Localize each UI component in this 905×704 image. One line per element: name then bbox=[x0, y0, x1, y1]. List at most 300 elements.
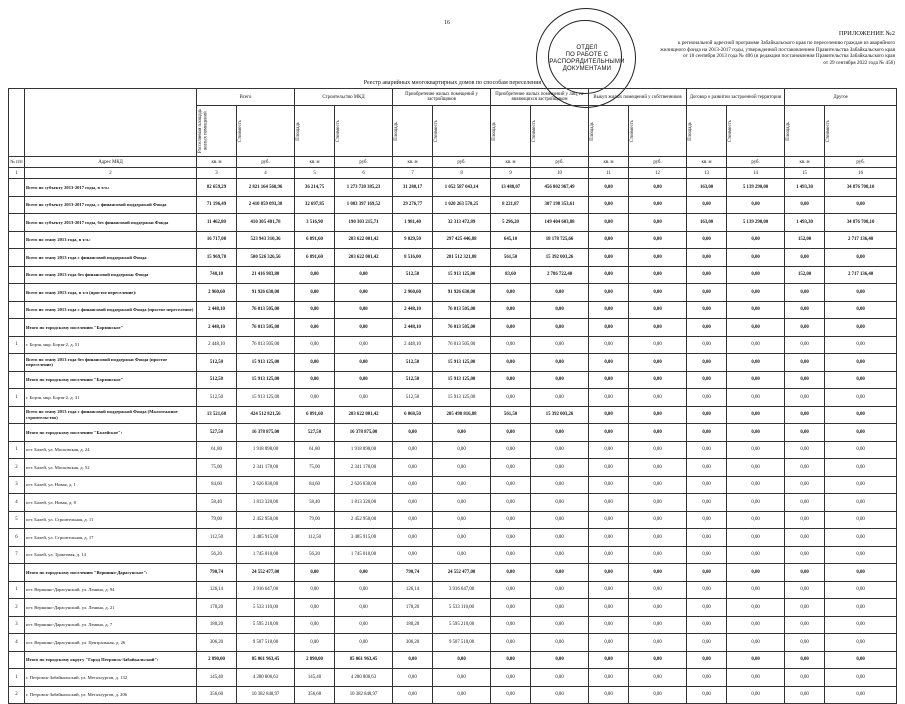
row-number-cell bbox=[9, 319, 25, 337]
unit-cell: кв. м bbox=[393, 157, 433, 168]
value-cell: 0,00 bbox=[589, 599, 629, 617]
value-cell: 8 516,00 bbox=[393, 249, 433, 267]
value-cell: 76 013 505,00 bbox=[237, 336, 295, 354]
address-cell: Итого по городскому поселению "Борзинское" bbox=[25, 371, 197, 389]
value-cell: 0,00 bbox=[491, 371, 531, 389]
sub-header bbox=[491, 106, 531, 157]
table-row bbox=[9, 581, 897, 599]
value-cell: 75,00 bbox=[197, 459, 237, 477]
value-cell: 76 013 505,00 bbox=[433, 319, 491, 337]
row-number-cell bbox=[9, 371, 25, 389]
value-cell: 281 512 321,88 bbox=[433, 249, 491, 267]
value-cell: 15 913 125,00 bbox=[433, 371, 491, 389]
group-header: Приобретение жилых помещений у лиц, не являющихся застройщиком bbox=[491, 89, 589, 106]
value-cell: 0,00 bbox=[335, 319, 393, 337]
value-cell: 0,00 bbox=[531, 476, 589, 494]
value-cell: 527,50 bbox=[295, 424, 335, 442]
value-cell: 205 498 816,88 bbox=[433, 406, 491, 424]
value-cell: 1 083 397 169,52 bbox=[335, 196, 393, 214]
unit-cell: руб. bbox=[629, 157, 687, 168]
value-cell: 2 890,00 bbox=[197, 651, 237, 669]
value-cell: 0,00 bbox=[589, 336, 629, 354]
value-cell: 0,00 bbox=[393, 511, 433, 529]
value-cell: 0,00 bbox=[531, 669, 589, 687]
value-cell: 0,00 bbox=[531, 599, 589, 617]
group-header: Всего bbox=[197, 89, 295, 106]
table-row bbox=[9, 424, 897, 442]
value-cell: 2 960,60 bbox=[393, 284, 433, 302]
value-cell: 29 276,77 bbox=[393, 196, 433, 214]
value-cell: 6 068,50 bbox=[393, 406, 433, 424]
unit-cell: руб. bbox=[825, 157, 897, 168]
table-row bbox=[9, 336, 897, 354]
table-row bbox=[9, 669, 897, 687]
value-cell: 0,00 bbox=[687, 231, 727, 249]
value-cell: 0,00 bbox=[629, 459, 687, 477]
value-cell: 0,00 bbox=[687, 406, 727, 424]
group-header: Другое bbox=[785, 89, 897, 106]
row-number-cell bbox=[9, 406, 25, 424]
value-cell: 0,00 bbox=[785, 616, 825, 634]
value-cell: 0,00 bbox=[531, 441, 589, 459]
value-cell: 34 876 708,10 bbox=[825, 214, 897, 232]
value-cell: 0,00 bbox=[531, 389, 589, 407]
value-cell: 0,00 bbox=[589, 441, 629, 459]
value-cell: 3 485 915,00 bbox=[237, 529, 295, 547]
value-cell: 31 280,17 bbox=[393, 179, 433, 197]
value-cell: 0,00 bbox=[491, 669, 531, 687]
value-cell: 0,00 bbox=[825, 336, 897, 354]
value-cell: 0,00 bbox=[687, 319, 727, 337]
value-cell: 5 595 210,00 bbox=[237, 616, 295, 634]
table-row bbox=[9, 686, 897, 704]
value-cell: 0,00 bbox=[629, 371, 687, 389]
value-cell: 0,00 bbox=[785, 459, 825, 477]
sub-header bbox=[629, 106, 687, 157]
value-cell: 0,00 bbox=[727, 669, 785, 687]
value-cell: 0,00 bbox=[629, 494, 687, 512]
address-cell: пгт. Балей, ул. Московская, д. 52 bbox=[25, 459, 197, 477]
col-number: 4 bbox=[237, 168, 295, 179]
value-cell: 0,00 bbox=[825, 459, 897, 477]
address-cell: пгт. Вершино-Дарасунский, ул. Центральная, д. 26 bbox=[25, 634, 197, 652]
value-cell: 0,00 bbox=[629, 336, 687, 354]
value-cell: 0,00 bbox=[727, 546, 785, 564]
value-cell: 0,00 bbox=[335, 301, 393, 319]
value-cell: 0,00 bbox=[629, 546, 687, 564]
unit-cell: кв. м bbox=[589, 157, 629, 168]
value-cell: 6 891,60 bbox=[295, 231, 335, 249]
sub-header-text: Площадь bbox=[394, 121, 400, 141]
row-number-cell: 6 bbox=[9, 529, 25, 547]
value-cell: 1 020 263 570,25 bbox=[433, 196, 491, 214]
address-cell: Всего по этапу 2013 года с финансовой поддержкой Фонда (простое переселение) bbox=[25, 301, 197, 319]
value-cell: 126,14 bbox=[197, 581, 237, 599]
table-row bbox=[9, 301, 897, 319]
value-cell: 2 410 859 093,38 bbox=[237, 196, 295, 214]
sub-header bbox=[531, 106, 589, 157]
value-cell: 0,00 bbox=[629, 406, 687, 424]
sub-header-text: Стоимость bbox=[434, 119, 440, 143]
value-cell: 24 552 477,00 bbox=[237, 564, 295, 582]
sub-header bbox=[335, 106, 393, 157]
value-cell: 0,00 bbox=[785, 546, 825, 564]
value-cell: 34 876 708,10 bbox=[825, 179, 897, 197]
value-cell: 0,00 bbox=[589, 511, 629, 529]
value-cell: 0,00 bbox=[825, 284, 897, 302]
value-cell: 0,00 bbox=[687, 389, 727, 407]
value-cell: 203 622 001,42 bbox=[335, 249, 393, 267]
value-cell: 0,00 bbox=[629, 214, 687, 232]
value-cell: 0,00 bbox=[785, 424, 825, 442]
address-cell: г. Борзя, мкр. Борзя-2, д. 51 bbox=[25, 336, 197, 354]
table-row bbox=[9, 634, 897, 652]
table-row bbox=[9, 266, 897, 284]
value-cell: 15 392 003,26 bbox=[531, 406, 589, 424]
value-cell: 512,50 bbox=[393, 266, 433, 284]
value-cell: 0,00 bbox=[393, 494, 433, 512]
value-cell: 748,10 bbox=[197, 266, 237, 284]
value-cell: 0,00 bbox=[785, 301, 825, 319]
table-row bbox=[9, 249, 897, 267]
value-cell: 0,00 bbox=[629, 669, 687, 687]
value-cell: 0,00 bbox=[393, 686, 433, 704]
value-cell: 0,00 bbox=[295, 371, 335, 389]
stamp-line: РАСПОРЯДИТЕЛЬНЫМИ bbox=[549, 58, 625, 65]
value-cell: 0,00 bbox=[531, 651, 589, 669]
value-cell: 0,00 bbox=[491, 424, 531, 442]
col-address-label: Адрес МКД bbox=[25, 157, 197, 168]
value-cell: 0,00 bbox=[491, 564, 531, 582]
value-cell: 0,00 bbox=[687, 546, 727, 564]
value-cell: 0,00 bbox=[531, 686, 589, 704]
value-cell: 0,00 bbox=[727, 581, 785, 599]
value-cell: 15 913 125,00 bbox=[237, 371, 295, 389]
row-number-cell bbox=[9, 284, 25, 302]
value-cell: 0,00 bbox=[589, 284, 629, 302]
value-cell: 0,00 bbox=[393, 424, 433, 442]
sub-header-text: Стоимость bbox=[336, 119, 342, 143]
row-number-cell: 3 bbox=[9, 476, 25, 494]
value-cell: 790,74 bbox=[197, 564, 237, 582]
row-number-cell: 4 bbox=[9, 494, 25, 512]
value-cell: 0,00 bbox=[433, 669, 491, 687]
value-cell: 0,00 bbox=[825, 686, 897, 704]
value-cell: 0,00 bbox=[687, 301, 727, 319]
value-cell: 163,00 bbox=[687, 179, 727, 197]
value-cell: 0,00 bbox=[491, 494, 531, 512]
value-cell: 16 378 875,00 bbox=[335, 424, 393, 442]
value-cell: 9 507 510,00 bbox=[237, 634, 295, 652]
value-cell: 0,00 bbox=[295, 354, 335, 372]
value-cell: 15 913 125,00 bbox=[237, 354, 295, 372]
sub-header-text: Площадь bbox=[492, 121, 498, 141]
value-cell: 0,00 bbox=[687, 354, 727, 372]
value-cell: 0,00 bbox=[335, 354, 393, 372]
row-number-cell: 7 bbox=[9, 546, 25, 564]
value-cell: 0,00 bbox=[687, 599, 727, 617]
value-cell: 0,00 bbox=[785, 196, 825, 214]
row-number-cell: 1 bbox=[9, 336, 25, 354]
value-cell: 5 533 110,00 bbox=[433, 599, 491, 617]
value-cell: 0,00 bbox=[295, 581, 335, 599]
value-cell: 0,00 bbox=[825, 354, 897, 372]
value-cell: 0,00 bbox=[629, 634, 687, 652]
value-cell: 0,00 bbox=[629, 581, 687, 599]
row-number-cell: 3 bbox=[9, 616, 25, 634]
value-cell: 0,00 bbox=[531, 581, 589, 599]
value-cell: 0,00 bbox=[825, 476, 897, 494]
value-cell: 58,40 bbox=[295, 494, 335, 512]
value-cell: 0,00 bbox=[629, 441, 687, 459]
row-number-cell: 2 bbox=[9, 599, 25, 617]
value-cell: 0,00 bbox=[785, 494, 825, 512]
row-number-cell: 1 bbox=[9, 441, 25, 459]
value-cell: 0,00 bbox=[491, 599, 531, 617]
value-cell: 4 280 806,63 bbox=[237, 669, 295, 687]
table-row bbox=[9, 319, 897, 337]
row-number-cell: 2 bbox=[9, 686, 25, 704]
value-cell: 0,00 bbox=[531, 284, 589, 302]
value-cell: 0,00 bbox=[687, 336, 727, 354]
appendix-line: от 18 сентября 2013 года № 406 (в редакции постановления Правительства Забайкальского края bbox=[682, 53, 895, 60]
value-cell: 4 280 806,63 bbox=[335, 669, 393, 687]
row-number-cell bbox=[9, 249, 25, 267]
value-cell: 0,00 bbox=[393, 546, 433, 564]
value-cell: 0,00 bbox=[589, 669, 629, 687]
value-cell: 0,00 bbox=[825, 319, 897, 337]
value-cell: 0,00 bbox=[491, 616, 531, 634]
value-cell: 0,00 bbox=[531, 424, 589, 442]
table-row bbox=[9, 196, 897, 214]
value-cell: 3 916 647,00 bbox=[433, 581, 491, 599]
value-cell: 0,00 bbox=[727, 231, 785, 249]
table-row bbox=[9, 284, 897, 302]
address-cell: г. Петровск-Забайкальский, ул. Металлургов, д. 132 bbox=[25, 669, 197, 687]
value-cell: 13 488,07 bbox=[491, 179, 531, 197]
value-cell: 83,60 bbox=[491, 266, 531, 284]
value-cell: 76 013 505,00 bbox=[433, 301, 491, 319]
value-cell: 0,00 bbox=[687, 196, 727, 214]
value-cell: 0,00 bbox=[825, 406, 897, 424]
value-cell: 1 813 320,00 bbox=[335, 494, 393, 512]
sub-header bbox=[687, 106, 727, 157]
value-cell: 1 981,40 bbox=[393, 214, 433, 232]
value-cell: 0,00 bbox=[687, 441, 727, 459]
address-cell: пгт. Балей, ул. Строительная, д. 17 bbox=[25, 529, 197, 547]
table-row bbox=[9, 231, 897, 249]
value-cell: 0,00 bbox=[629, 266, 687, 284]
table-row bbox=[9, 511, 897, 529]
value-cell: 0,00 bbox=[727, 354, 785, 372]
value-cell: 307 198 353,61 bbox=[531, 196, 589, 214]
value-cell: 32 697,85 bbox=[295, 196, 335, 214]
value-cell: 0,00 bbox=[785, 476, 825, 494]
value-cell: 0,00 bbox=[589, 564, 629, 582]
row-number-cell bbox=[9, 424, 25, 442]
value-cell: 15 913 125,00 bbox=[433, 266, 491, 284]
value-cell: 2 341 170,00 bbox=[335, 459, 393, 477]
value-cell: 0,00 bbox=[433, 441, 491, 459]
value-cell: 1 493,30 bbox=[785, 214, 825, 232]
value-cell: 61,80 bbox=[295, 441, 335, 459]
value-cell: 456 802 967,49 bbox=[531, 179, 589, 197]
value-cell: 0,00 bbox=[687, 266, 727, 284]
value-cell: 0,00 bbox=[589, 616, 629, 634]
value-cell: 0,00 bbox=[491, 546, 531, 564]
row-number-cell bbox=[9, 301, 25, 319]
table-row bbox=[9, 389, 897, 407]
table-row bbox=[9, 599, 897, 617]
stamp-text bbox=[537, 45, 637, 73]
value-cell: 0,00 bbox=[629, 196, 687, 214]
value-cell: 0,00 bbox=[629, 599, 687, 617]
page-number: 16 bbox=[444, 20, 450, 26]
value-cell: 0,00 bbox=[433, 651, 491, 669]
table-row bbox=[9, 651, 897, 669]
value-cell: 0,00 bbox=[727, 599, 785, 617]
value-cell: 0,00 bbox=[589, 196, 629, 214]
value-cell: 0,00 bbox=[335, 371, 393, 389]
value-cell: 15 913 125,00 bbox=[433, 389, 491, 407]
value-cell: 0,00 bbox=[531, 529, 589, 547]
value-cell: 0,00 bbox=[295, 266, 335, 284]
value-cell: 71 196,49 bbox=[197, 196, 237, 214]
address-cell: пгт. Балей, ул. Московская, д. 24 bbox=[25, 441, 197, 459]
value-cell: 0,00 bbox=[531, 546, 589, 564]
value-cell: 0,00 bbox=[629, 651, 687, 669]
value-cell: 0,00 bbox=[433, 476, 491, 494]
unit-cell: кв. м bbox=[197, 157, 237, 168]
value-cell: 13 521,60 bbox=[197, 406, 237, 424]
col-number: 10 bbox=[531, 168, 589, 179]
value-cell: 0,00 bbox=[491, 529, 531, 547]
value-cell: 0,00 bbox=[727, 406, 785, 424]
unit-cell: кв. м bbox=[687, 157, 727, 168]
value-cell: 0,00 bbox=[785, 406, 825, 424]
unit-cell: руб. bbox=[237, 157, 295, 168]
value-cell: 0,00 bbox=[491, 354, 531, 372]
value-cell: 0,00 bbox=[393, 669, 433, 687]
value-cell: 6 891,60 bbox=[295, 249, 335, 267]
address-cell: г. Борзя, мкр. Борзя-2, д. 31 bbox=[25, 389, 197, 407]
appendix-block bbox=[450, 30, 895, 66]
value-cell: 0,00 bbox=[687, 424, 727, 442]
value-cell: 0,00 bbox=[531, 319, 589, 337]
value-cell: 0,00 bbox=[589, 354, 629, 372]
value-cell: 356,60 bbox=[197, 686, 237, 704]
value-cell: 10 382 848,97 bbox=[237, 686, 295, 704]
value-cell: 10 382 848,97 bbox=[335, 686, 393, 704]
sub-header bbox=[295, 106, 335, 157]
sub-header bbox=[825, 106, 897, 157]
value-cell: 410 305 481,78 bbox=[237, 214, 295, 232]
value-cell: 0,00 bbox=[727, 459, 785, 477]
col-number: 14 bbox=[727, 168, 785, 179]
value-cell: 512,50 bbox=[197, 371, 237, 389]
value-cell: 0,00 bbox=[335, 634, 393, 652]
address-cell: пгт. Балей, ул. Новая, д. 1 bbox=[25, 476, 197, 494]
value-cell: 561,50 bbox=[491, 406, 531, 424]
unit-cell: кв. м bbox=[491, 157, 531, 168]
value-cell: 2 448,10 bbox=[393, 319, 433, 337]
unit-cell: кв. м bbox=[295, 157, 335, 168]
address-cell: Итого по городскому поселению "Балейское": bbox=[25, 424, 197, 442]
group-header: Выкуп жилых помещений у собственников bbox=[589, 89, 687, 106]
value-cell: 82 659,29 bbox=[197, 179, 237, 197]
value-cell: 0,00 bbox=[491, 686, 531, 704]
value-cell: 16 717,00 bbox=[197, 231, 237, 249]
col-number: 2 bbox=[25, 168, 197, 179]
value-cell: 145,40 bbox=[295, 669, 335, 687]
value-cell: 0,00 bbox=[531, 301, 589, 319]
appendix-title: ПРИЛОЖЕНИЕ №2 bbox=[838, 30, 895, 37]
value-cell: 306,20 bbox=[197, 634, 237, 652]
address-cell: Итого по городскому поселению "Борзинское" bbox=[25, 319, 197, 337]
unit-cell: руб. bbox=[531, 157, 589, 168]
value-cell: 0,00 bbox=[335, 616, 393, 634]
value-cell: 0,00 bbox=[433, 494, 491, 512]
value-cell: 0,00 bbox=[727, 196, 785, 214]
appendix-line: жилищного фонда на 2013-2017 годы, утвержденной постановлением Правительства Забайкальского края bbox=[660, 46, 895, 53]
col-number: 1 bbox=[9, 168, 25, 179]
value-cell: 0,00 bbox=[687, 564, 727, 582]
value-cell: 0,00 bbox=[589, 389, 629, 407]
value-cell: 0,00 bbox=[785, 284, 825, 302]
value-cell: 2 448,10 bbox=[197, 319, 237, 337]
value-cell: 6 891,60 bbox=[295, 406, 335, 424]
value-cell: 0,00 bbox=[785, 529, 825, 547]
value-cell: 203 622 001,42 bbox=[335, 406, 393, 424]
sub-header-text: Расселяемая площадь жилых помещений bbox=[198, 108, 209, 154]
value-cell: 85 061 963,45 bbox=[237, 651, 295, 669]
value-cell: 0,00 bbox=[687, 686, 727, 704]
sub-header-text: Стоимость bbox=[630, 119, 636, 143]
table-row bbox=[9, 354, 897, 372]
value-cell: 0,00 bbox=[491, 336, 531, 354]
value-cell: 2 452 950,00 bbox=[335, 511, 393, 529]
value-cell: 0,00 bbox=[491, 581, 531, 599]
value-cell: 0,00 bbox=[825, 651, 897, 669]
row-number-cell bbox=[9, 231, 25, 249]
value-cell: 5 139 290,00 bbox=[727, 179, 785, 197]
address-cell: пгт. Балей, ул. Строительная, д. 11 bbox=[25, 511, 197, 529]
value-cell: 79,00 bbox=[197, 511, 237, 529]
value-cell: 0,00 bbox=[491, 459, 531, 477]
value-cell: 58,40 bbox=[197, 494, 237, 512]
col-number: 5 bbox=[295, 168, 335, 179]
value-cell: 0,00 bbox=[589, 651, 629, 669]
value-cell: 527,50 bbox=[197, 424, 237, 442]
address-cell: Итого по городскому округу "Город Петровск-Забайкальский": bbox=[25, 651, 197, 669]
value-cell: 0,00 bbox=[727, 529, 785, 547]
col-number: 11 bbox=[589, 168, 629, 179]
value-cell: 0,00 bbox=[687, 284, 727, 302]
table-row bbox=[9, 441, 897, 459]
value-cell: 0,00 bbox=[629, 301, 687, 319]
value-cell: 8 221,87 bbox=[491, 196, 531, 214]
sub-header-text: Площадь bbox=[590, 121, 596, 141]
table-row bbox=[9, 214, 897, 232]
value-cell: 0,00 bbox=[727, 319, 785, 337]
value-cell: 126,14 bbox=[393, 581, 433, 599]
value-cell: 0,00 bbox=[295, 389, 335, 407]
value-cell: 0,00 bbox=[335, 389, 393, 407]
value-cell: 645,10 bbox=[491, 231, 531, 249]
value-cell: 0,00 bbox=[825, 599, 897, 617]
value-cell: 0,00 bbox=[727, 511, 785, 529]
value-cell: 0,00 bbox=[433, 546, 491, 564]
